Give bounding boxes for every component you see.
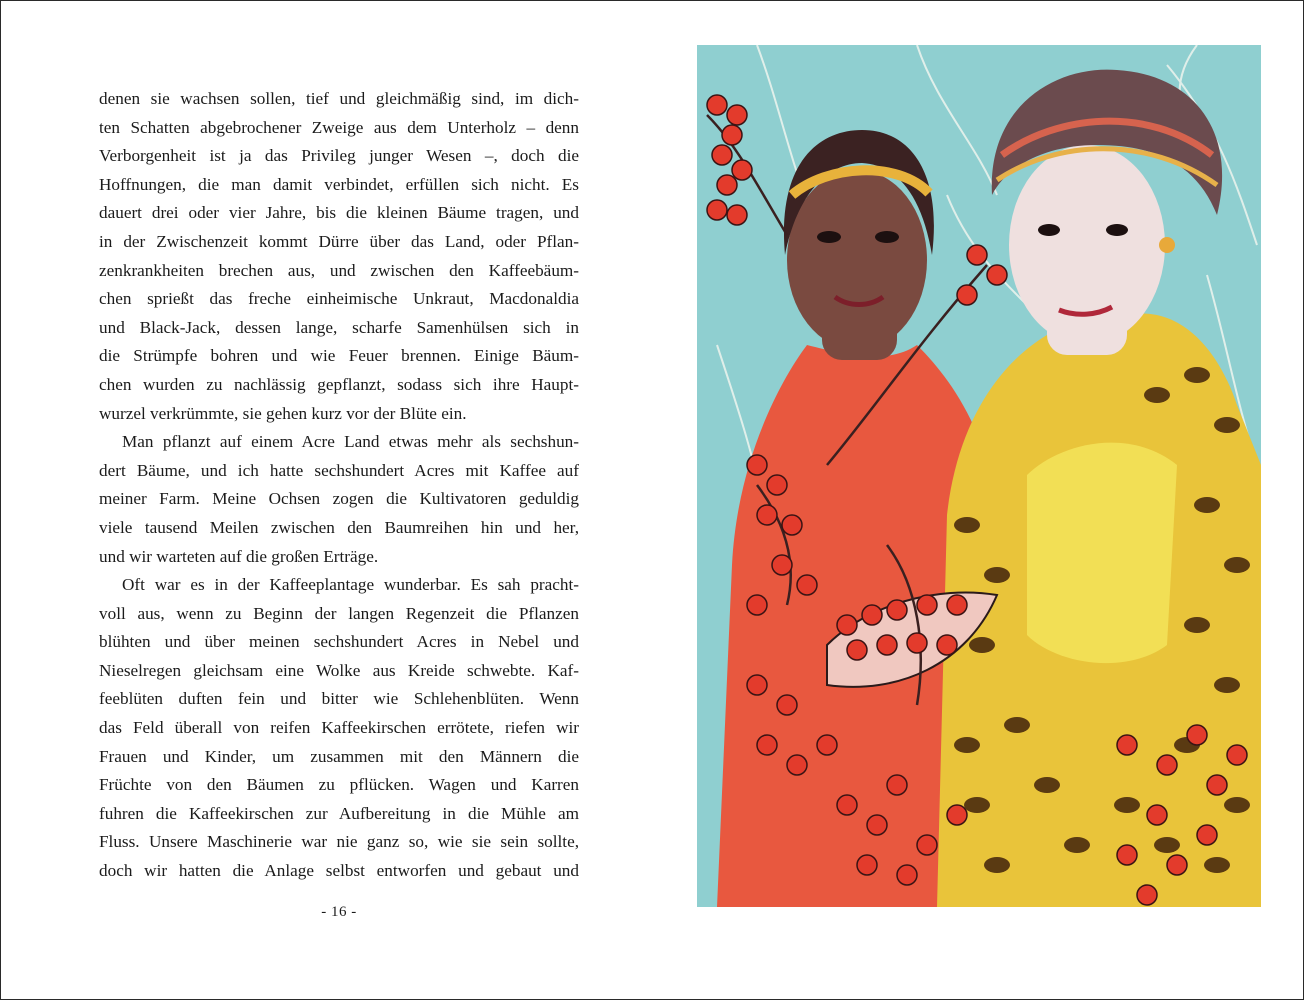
text-line: das Feld überall von reifen Kaffeekirschen errötete, riefen wir	[99, 718, 579, 738]
coffee-berry	[877, 635, 897, 655]
leopard-spot	[1214, 417, 1240, 433]
coffee-berry	[887, 775, 907, 795]
coffee-berry	[787, 755, 807, 775]
coffee-berry	[967, 245, 987, 265]
coffee-berry	[1167, 855, 1187, 875]
coffee-berry	[837, 795, 857, 815]
coffee-berry	[917, 835, 937, 855]
leopard-spot	[1144, 387, 1170, 403]
right-woman-earring	[1159, 237, 1175, 253]
coffee-berry	[717, 175, 737, 195]
coffee-berry	[1207, 775, 1227, 795]
text-line: viele tausend Meilen zwischen den Baumreihen hin und her,	[99, 517, 579, 537]
text-line: und Black-Jack, dessen lange, scharfe Samenhülsen sich in	[99, 317, 579, 337]
coffee-berry	[777, 695, 797, 715]
coffee-berry	[732, 160, 752, 180]
text-line: zenkrankheiten brechen aus, und zwischen den Kaffeebäum-	[99, 260, 579, 280]
text-line: doch wir hatten die Anlage selbst entworfen und gebaut und	[99, 861, 579, 881]
text-line: Frauen und Kinder, um zusammen mit den Männern die	[99, 746, 579, 766]
coffee-berry	[727, 105, 747, 125]
text-page	[99, 85, 579, 886]
coffee-berry	[1197, 825, 1217, 845]
coffee-berry	[1227, 745, 1247, 765]
text-line: chen sprießt das freche einheimische Unkraut, Macdonaldia	[99, 289, 579, 309]
left-woman-face	[787, 170, 927, 350]
text-line: Früchte von den Bäumen zu pflücken. Wagen und Karren	[99, 775, 579, 795]
leopard-spot	[1114, 797, 1140, 813]
text-line: denen sie wachsen sollen, tief und gleichmäßig sind, im dich-	[99, 89, 579, 108]
coffee-berry	[767, 475, 787, 495]
text-line: Fluss. Unsere Maschinerie war nie ganz so, wie sie sein sollte,	[99, 832, 579, 852]
text-line: voll aus, wenn zu Beginn der langen Regenzeit die Pflanzen	[99, 603, 579, 623]
coffee-berry	[747, 595, 767, 615]
coffee-berry	[1157, 755, 1177, 775]
leopard-spot	[1064, 837, 1090, 853]
coffee-berry	[1117, 735, 1137, 755]
leopard-spot	[984, 857, 1010, 873]
leopard-spot	[954, 517, 980, 533]
coffee-berry	[957, 285, 977, 305]
text-line: Nieselregen gleichsam eine Wolke aus Kreide schwebte. Kaf-	[99, 660, 579, 680]
leopard-spot	[1004, 717, 1030, 733]
text-line: ten Schatten abgebrochener Zweige aus dem Unterholz – denn	[99, 117, 579, 137]
coffee-berry	[747, 455, 767, 475]
page-number: - 16 -	[321, 904, 357, 920]
coffee-berry	[897, 865, 917, 885]
coffee-berry	[747, 675, 767, 695]
leopard-spot	[1184, 617, 1210, 633]
coffee-berry	[712, 145, 732, 165]
coffee-berry	[857, 855, 877, 875]
coffee-berry	[862, 605, 882, 625]
right-woman-yellow-dress	[1027, 443, 1177, 664]
coffee-berry	[917, 595, 937, 615]
coffee-berry	[847, 640, 867, 660]
leopard-spot	[1194, 497, 1220, 513]
coffee-berry	[867, 815, 887, 835]
coffee-berry	[907, 633, 927, 653]
coffee-berry	[817, 735, 837, 755]
coffee-berry	[1147, 805, 1167, 825]
text-line: Verborgenheit ist ja das Privileg junger Wesen –, doch die	[99, 146, 579, 166]
coffee-berry	[757, 505, 777, 525]
text-line: wurzel verkrümmte, sie gehen kurz vor der Blüte ein.	[99, 403, 467, 423]
coffee-berry	[1187, 725, 1207, 745]
text-line: Oft war es in der Kaffeeplantage wunderbar. Es sah pracht-	[122, 575, 579, 595]
coffee-berry	[887, 600, 907, 620]
coffee-berry	[722, 125, 742, 145]
leopard-spot	[1154, 837, 1180, 853]
leopard-spot	[1034, 777, 1060, 793]
coffee-berry	[782, 515, 802, 535]
coffee-berry	[1137, 885, 1157, 905]
leopard-spot	[1224, 797, 1250, 813]
text-line: in der Zwischenzeit kommt Dürre über das Land, oder Pflan-	[99, 231, 579, 251]
leopard-spot	[1184, 367, 1210, 383]
leopard-spot	[1214, 677, 1240, 693]
leopard-spot	[1204, 857, 1230, 873]
leopard-spot	[984, 567, 1010, 583]
leopard-spot	[1224, 557, 1250, 573]
text-line: feeblüten duften fein und bitter wie Schlehenblüten. Wenn	[99, 689, 579, 709]
coffee-berry	[727, 205, 747, 225]
coffee-berry	[837, 615, 857, 635]
coffee-berry	[757, 735, 777, 755]
text-line: die Strümpfe bohren und wie Feuer brennen. Einige Bäum-	[99, 346, 579, 366]
coffee-berry	[772, 555, 792, 575]
text-line: dert Bäume, und ich hatte sechshundert Acres mit Kaffee auf	[99, 460, 579, 480]
coffee-berry	[947, 805, 967, 825]
text-line: Man pflanzt auf einem Acre Land etwas mehr als sechshun-	[122, 432, 579, 452]
leopard-spot	[964, 797, 990, 813]
text-line: dauert drei oder vier Jahre, bis die kleinen Bäume tragen, und	[99, 203, 579, 223]
coffee-berry	[707, 200, 727, 220]
coffee-berry	[937, 635, 957, 655]
text-line: chen wurden zu nachlässig gepflanzt, sodass sich ihre Haupt-	[99, 374, 579, 394]
illustration-svg	[697, 45, 1261, 907]
text-line: fuhren die Kaffeekirschen zur Aufbereitung in die Mühle am	[99, 803, 579, 823]
text-line: meiner Farm. Meine Ochsen zogen die Kultivatoren geduldig	[99, 489, 579, 509]
coffee-berry	[1117, 845, 1137, 865]
text-line: und wir warteten auf die großen Erträge.	[99, 546, 379, 566]
coffee-berry	[797, 575, 817, 595]
leopard-spot	[969, 637, 995, 653]
coffee-berry	[707, 95, 727, 115]
illustration-two-women-coffee-harvest	[697, 45, 1261, 907]
text-line: Hoffnungen, die man damit verbindet, erfüllen sich nicht. Es	[99, 174, 579, 194]
text-line: blühten und über meinen sechshundert Acres in Nebel und	[99, 632, 579, 652]
leopard-spot	[954, 737, 980, 753]
coffee-berry	[947, 595, 967, 615]
coffee-berry	[987, 265, 1007, 285]
